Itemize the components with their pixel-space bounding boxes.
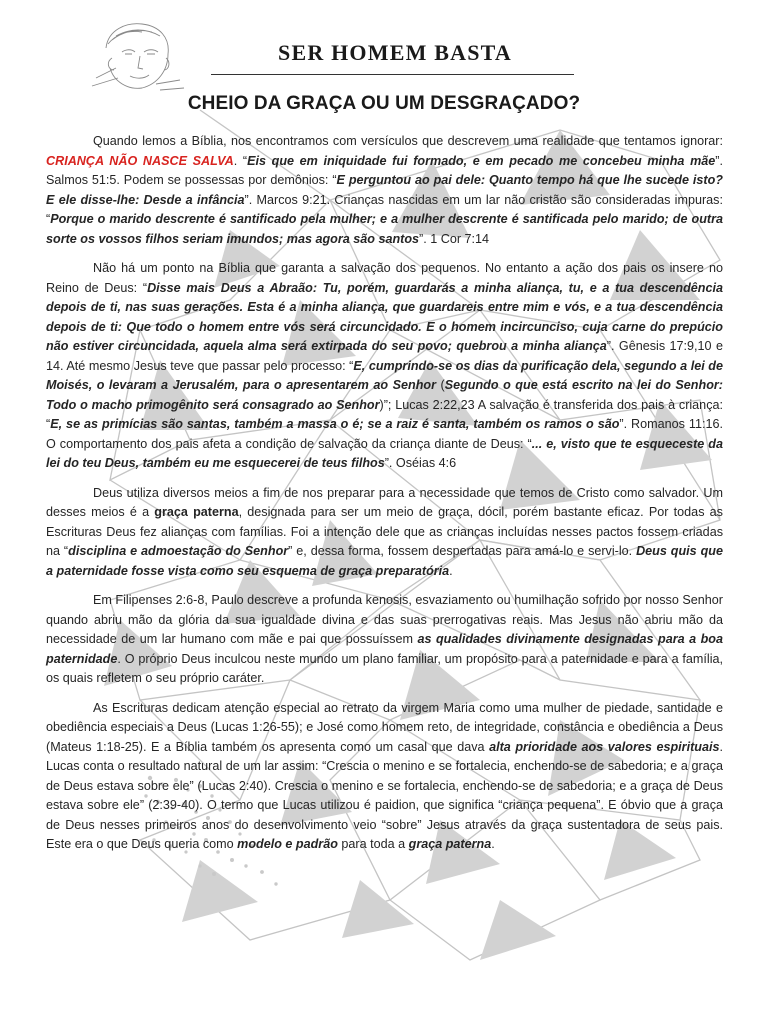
text-run: ”. Romanos 11:16. O comportamento dos pais afeta a condição de salvação da criança diante de Deus: “ bbox=[46, 417, 723, 451]
text-run: . Lucas conta o resultado natural de um lar assim: “Crescia o menino e se fortalecia, enchendo-se de sabedoria; e a graça de Deus estava sobre ele” (Lucas 2:40). Crescia o menino e se fortalecia, enchendo-se de sabedoria; e a graça de Deus estava sobre ele” (2:39-40). O termo que Lucas utilizou é paidion, que significa “criança pequena”. E óbvio que a graça de Deus nesses primeiros anos do desenvolvimento veio “sobre” Jesus através da graça sustentadora de seus pais. Este era o que Deus queria como bbox=[46, 739, 723, 851]
scripture-quote: E perguntou ao pai dele: Quanto tempo há que lhe sucede isto? E ele disse-lhe: Desde a infância bbox=[46, 173, 723, 207]
scripture-quote: Porque o marido descrente é santificado pela mulher; e a mulher descrente é santificada pelo marido; de outra sorte os vossos filhos seriam imundos; mas agora são santos bbox=[46, 212, 723, 246]
scripture-quote: disciplina e admoestação do Senhor bbox=[68, 544, 289, 558]
scripture-quote: Segundo o que está escrito na lei do Senhor: Todo o macho primogênito será consagrado ao Senhor bbox=[46, 378, 723, 412]
text-run: Em Filipenses 2:6-8, Paulo descreve a profunda kenosis, esvaziamento ou humilhação sofrido por nosso Senhor quando abriu mão da glória da sua igualdade divina e das suas prerrogativas reais. Mas Jesus não abriu mão da necessidade de um lar humano com mãe e pai que possuíssem bbox=[46, 593, 723, 646]
site-title: SER HOMEM BASTA bbox=[278, 40, 512, 65]
scripture-quote: E, se as primícias são santas, também a massa o é; se a raiz é santa, também os ramos o são bbox=[50, 417, 620, 431]
text-run: . O próprio Deus inculcou neste mundo um plano familiar, um propósito para a paternidade e para a família, os quais refletem o seu próprio caráter. bbox=[46, 651, 723, 685]
article-body bbox=[46, 132, 723, 865]
text-run: para toda a bbox=[337, 837, 409, 851]
emphasis: modelo e padrão bbox=[237, 837, 338, 851]
paragraph-2 bbox=[46, 259, 723, 474]
text-run: As Escrituras dedicam atenção especial ao retrato da virgem Maria como uma mulher de piedade, santidade e obediência especiais a Deus (Lucas 1:26-55); e José como homem reto, de integridade, constância e obediência a Deus (Mateus 1:18-25). E a Bíblia também os apresenta como um casal que dava bbox=[46, 700, 723, 754]
text-run: ”. Salmos 51:5. Podem se possessas por demônios: “ bbox=[46, 153, 723, 187]
scripture-quote: E, cumprindo-se os dias da purificação dela, segundo a lei de Moisés, o levaram a Jerusalém, para o apresentarem ao Senhor bbox=[46, 358, 723, 392]
text-run: ” e, dessa forma, fossem despertadas para amá-lo e servi-lo. bbox=[288, 544, 637, 558]
scripture-quote: Eis que em iniquidade fui formado, e em pecado me concebeu minha mãe bbox=[247, 153, 716, 168]
emphasis: Deus quis que a paternidade fosse vista como seu esquema de graça preparatória bbox=[46, 544, 723, 578]
text-run: ”. 1 Cor 7:14 bbox=[419, 231, 490, 246]
bold-term: graça paterna bbox=[154, 505, 239, 519]
text-run: Quando lemos a Bíblia, nos encontramos com versículos que descrevem uma realidade que tentamos ignorar: bbox=[93, 134, 723, 148]
scripture-quote: Disse mais Deus a Abraão: Tu, porém, guardarás a minha aliança, tu, e a tua descendência depois de ti, nas suas gerações. Esta é a minha aliança, que guardareis entre mim e vós, e a tua descendência depois de ti: Que todo o homem entre vós será circuncidado. E o homem incircunciso, cuja carne do prepúcio não estiver circuncidada, aquela alma será extirpada do seu povo; quebrou a minha aliança bbox=[46, 280, 723, 353]
paragraph-5 bbox=[46, 699, 723, 855]
text-run: . bbox=[491, 837, 495, 851]
text-run: ”. Oséias 4:6 bbox=[384, 456, 457, 470]
text-run: ( bbox=[435, 378, 445, 392]
text-run: ”. Marcos 9:21. Crianças nascidas em um lar não cristão são consideradas impuras: “ bbox=[46, 192, 723, 226]
text-run: )”; Lucas 2:22,23 A salvação é transferida dos pais à criança: “ bbox=[46, 397, 723, 431]
text-run: , designada para ser um meio de graça, dócil, porém bastante eficaz. Por todas as Escrituras Deus fez alianças com famílias. Foi a intenção dele que as crianças incluídas nesses pactos fossem criadas na “ bbox=[46, 505, 723, 558]
man-portrait-sketch bbox=[86, 18, 186, 94]
emphasis: graça paterna bbox=[408, 837, 492, 851]
header-divider bbox=[211, 74, 574, 75]
paragraph-4 bbox=[46, 591, 723, 689]
text-run: . “ bbox=[233, 153, 248, 168]
highlight-red: CRIANÇA NÃO NASCE SALVA bbox=[46, 153, 234, 168]
scripture-quote: ... e, visto que te esqueceste da lei do teu Deus, também eu me esquecerei de teus filhos bbox=[46, 436, 723, 470]
paragraph-1 bbox=[46, 132, 723, 249]
emphasis: as qualidades divinamente designadas para a boa paternidade bbox=[46, 632, 723, 666]
article-title: CHEIO DA GRAÇA OU UM DESGRAÇADO? bbox=[187, 93, 581, 114]
paragraph-3 bbox=[46, 484, 723, 582]
text-run: ”. Gênesis 17:9,10 e 14. Até mesmo Jesus teve que passar pelo processo: “ bbox=[46, 339, 723, 373]
text-run: Deus utiliza diversos meios a fim de nos preparar para a necessidade que temos de Cristo como salvador. Um desses meios é a bbox=[46, 485, 723, 519]
text-run: Não há um ponto na Bíblia que garanta a salvação dos pequenos. No entanto a ação dos pais os insere no Reino de Deus: “ bbox=[46, 261, 723, 295]
text-run: . bbox=[449, 563, 453, 578]
emphasis: alta prioridade aos valores espirituais bbox=[489, 739, 720, 754]
